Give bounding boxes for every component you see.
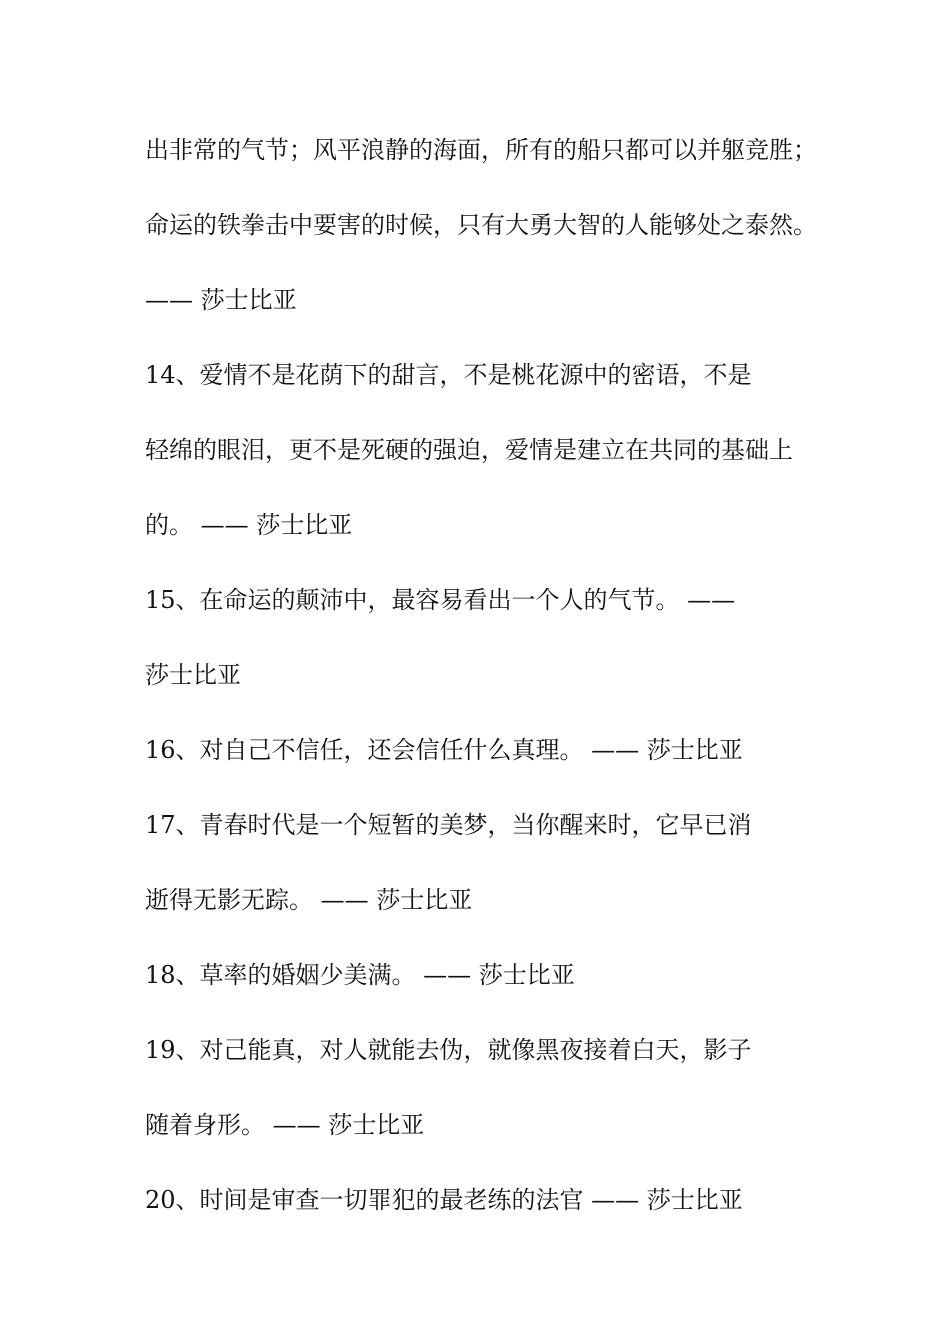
text-line: 15、在命运的颠沛中，最容易看出一个人的气节。 ——: [145, 586, 736, 614]
text-line: 17、青春时代是一个短暂的美梦，当你醒来时，它早已消: [145, 811, 752, 839]
text-line: 随着身形。 —— 莎士比亚: [145, 1111, 425, 1139]
text-line: 14、爱情不是花荫下的甜言，不是桃花源中的密语，不是: [145, 361, 752, 389]
text-line: —— 莎士比亚: [145, 286, 297, 314]
text-line: 20、时间是审查一切罪犯的最老练的法官 —— 莎士比亚: [145, 1186, 743, 1214]
text-line: 莎士比亚: [145, 661, 241, 689]
text-line: 逝得无影无踪。 —— 莎士比亚: [145, 886, 473, 914]
text-line: 18、草率的婚姻少美满。 —— 莎士比亚: [145, 961, 575, 989]
text-line: 命运的铁拳击中要害的时候，只有大勇大智的人能够处之泰然。: [145, 211, 817, 239]
text-line: 轻绵的眼泪，更不是死硬的强迫，爱情是建立在共同的基础上: [145, 436, 793, 464]
text-line: 出非常的气节；风平浪静的海面，所有的船只都可以并躯竞胜；: [145, 136, 817, 164]
text-line: 的。 —— 莎士比亚: [145, 511, 353, 539]
text-line: 19、对己能真，对人就能去伪，就像黑夜接着白天，影子: [145, 1036, 752, 1064]
text-line: 16、对自己不信任，还会信任什么真理。 —— 莎士比亚: [145, 736, 743, 764]
